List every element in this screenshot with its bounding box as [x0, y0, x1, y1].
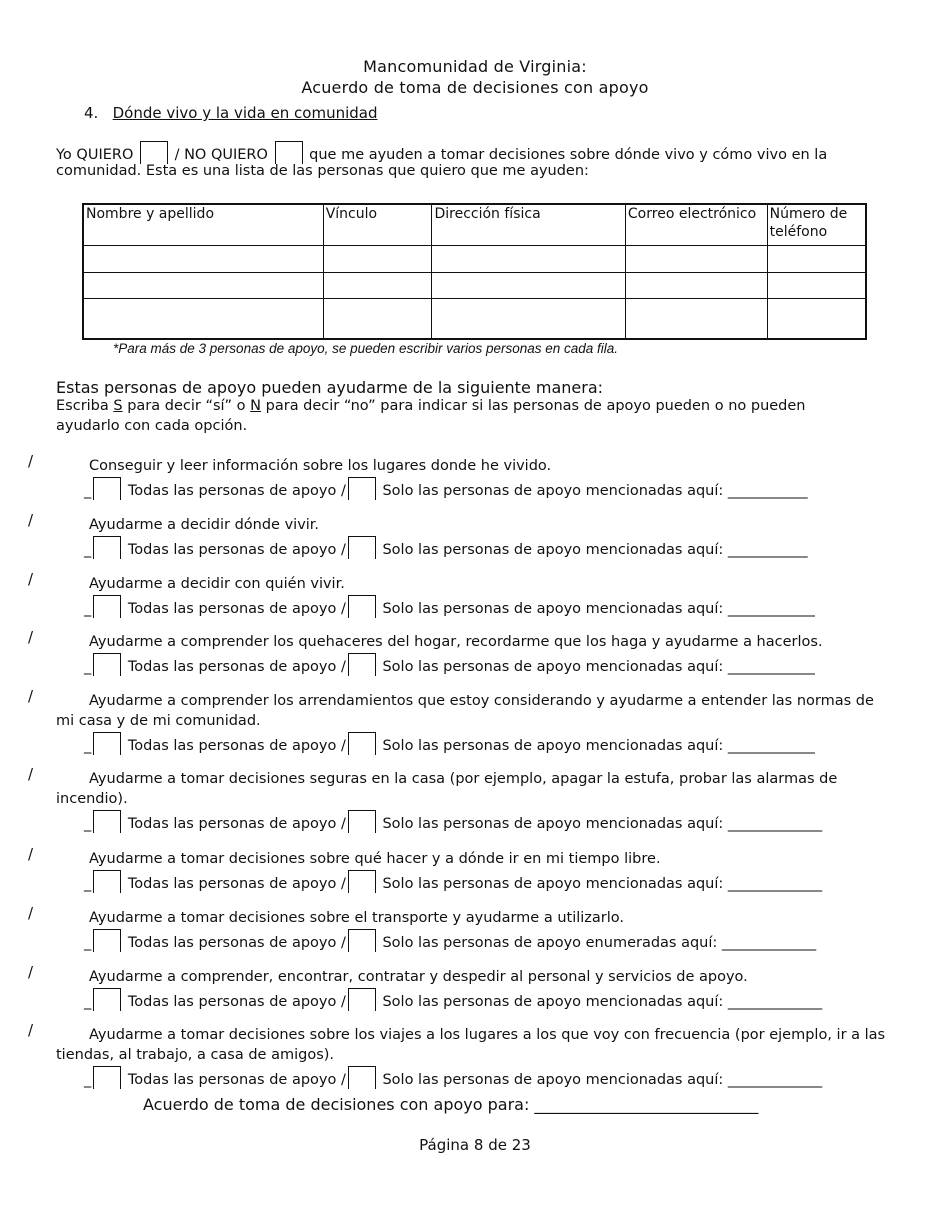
specific-supporters-checkbox[interactable]: [348, 988, 376, 1011]
specific-supporters-label: Solo las personas de apoyo mencionadas aquí: ____________: [382, 738, 815, 754]
table-header-row: [83, 204, 866, 246]
underscore: _: [84, 994, 92, 1010]
table-cell[interactable]: [767, 246, 866, 273]
item-text-continued: las tiendas, al trabajo, a casa de amigos).: [56, 1027, 886, 1063]
agreement-for-line: Acuerdo de toma de decisiones con apoyo para: ____________________________: [143, 1095, 759, 1114]
item-options: [84, 536, 808, 559]
want-label: Yo QUIERO: [56, 147, 134, 163]
item-options: [84, 810, 822, 833]
item-text: Ayudarme a tomar decisiones sobre el transporte y ayudarme a utilizarlo.: [89, 910, 624, 926]
col-header-address: Dirección física: [432, 204, 625, 246]
underscore: _: [84, 1072, 92, 1088]
item-text: Ayudarme a tomar decisiones sobre los viajes a los lugares a los que voy con frecuencia (por ejemplo, ir a: [89, 1027, 861, 1043]
specific-supporters-checkbox[interactable]: [348, 595, 376, 618]
dont-want-checkbox[interactable]: [275, 141, 303, 164]
underscore: _: [84, 935, 92, 951]
item-marker: /: [28, 628, 34, 646]
item-marker: /: [28, 765, 34, 783]
table-cell[interactable]: [323, 272, 432, 299]
no-letter: N: [250, 398, 262, 414]
table-cell[interactable]: [83, 272, 323, 299]
instructions-heading: Estas personas de apoyo pueden ayudarme de la siguiente manera:: [56, 378, 604, 397]
item-marker: /: [28, 1021, 34, 1039]
table-cell[interactable]: [323, 299, 432, 339]
item-options: [84, 929, 816, 952]
underscore: _: [84, 601, 92, 617]
specific-supporters-checkbox[interactable]: [348, 477, 376, 500]
item-text: Ayudarme a decidir dónde vivir.: [89, 517, 320, 533]
underscore: _: [84, 542, 92, 558]
table-cell[interactable]: [432, 299, 625, 339]
item-options: [84, 988, 822, 1011]
item-description: [56, 1025, 896, 1065]
item-options: [84, 595, 815, 618]
item-text: Ayudarme a tomar decisiones seguras en la casa (por ejemplo, apagar la estufa, probar las alarmas de: [89, 771, 838, 787]
all-supporters-label: Todas las personas de apoyo /: [127, 994, 346, 1010]
item-options: [84, 477, 808, 500]
section-title: Dónde vivo y la vida en comunidad: [112, 104, 378, 122]
table-cell[interactable]: [625, 272, 767, 299]
instructions-line-2: ayudarlo con cada opción.: [56, 418, 248, 434]
all-supporters-label: Todas las personas de apoyo /: [127, 935, 346, 951]
item-options: [84, 653, 815, 676]
table-cell[interactable]: [625, 246, 767, 273]
item-text: Ayudarme a tomar decisiones sobre qué hacer y a dónde ir en mi tiempo libre.: [89, 851, 661, 867]
specific-supporters-label: Solo las personas de apoyo enumeradas aquí: _____________: [382, 935, 817, 951]
item-marker: /: [28, 687, 34, 705]
col-header-phone: Número de teléfono: [767, 204, 866, 246]
all-supporters-label: Todas las personas de apoyo /: [127, 542, 346, 558]
page-number: Página 8 de 23: [419, 1136, 531, 1154]
item-marker: /: [28, 904, 34, 922]
underscore: _: [84, 816, 92, 832]
document-title: Mancomunidad de Virginia:: [363, 57, 587, 76]
all-supporters-checkbox[interactable]: [93, 536, 121, 559]
all-supporters-checkbox[interactable]: [93, 870, 121, 893]
yes-letter: S: [113, 398, 123, 414]
specific-supporters-checkbox[interactable]: [348, 536, 376, 559]
table-cell[interactable]: [83, 246, 323, 273]
col-header-email: Correo electrónico: [625, 204, 767, 246]
col-header-relationship: Vínculo: [323, 204, 432, 246]
underscore: _: [84, 738, 92, 754]
item-text: Ayudarme a comprender los quehaceres del hogar, recordarme que los haga y ayudarme a hacerlos.: [89, 634, 823, 650]
item-options: [84, 870, 822, 893]
instructions-text-c: para decir “no” para indicar si las personas de apoyo pueden o no pueden: [265, 398, 806, 414]
item-description: [56, 691, 896, 731]
intro-text: que me ayuden a tomar decisiones sobre dónde vivo y cómo vivo en la: [309, 147, 828, 163]
item-text: Conseguir y leer información sobre los lugares donde he vivido.: [89, 458, 552, 474]
all-supporters-checkbox[interactable]: [93, 1066, 121, 1089]
support-people-table: [82, 203, 867, 340]
all-supporters-checkbox[interactable]: [93, 595, 121, 618]
item-marker: /: [28, 511, 34, 529]
all-supporters-label: Todas las personas de apoyo /: [127, 738, 346, 754]
table-row: [83, 272, 866, 299]
specific-supporters-checkbox[interactable]: [348, 1066, 376, 1089]
specific-supporters-label: Solo las personas de apoyo mencionadas aquí: _____________: [382, 876, 823, 892]
item-description: [56, 967, 896, 987]
table-cell[interactable]: [767, 299, 866, 339]
item-description: [56, 769, 896, 809]
item-description: [56, 574, 896, 594]
underscore: _: [84, 659, 92, 675]
item-options: [84, 1066, 822, 1089]
item-description: [56, 515, 896, 535]
underscore: _: [84, 876, 92, 892]
item-options: [84, 732, 815, 755]
all-supporters-checkbox[interactable]: [93, 477, 121, 500]
specific-supporters-label: Solo las personas de apoyo mencionadas aquí: ___________: [382, 483, 808, 499]
specific-supporters-checkbox[interactable]: [348, 929, 376, 952]
instructions-text-a: Escriba: [56, 398, 109, 414]
specific-supporters-checkbox[interactable]: [348, 870, 376, 893]
table-row: [83, 246, 866, 273]
item-marker: /: [28, 570, 34, 588]
table-row: [83, 299, 866, 339]
item-description: [56, 908, 896, 928]
table-cell[interactable]: [432, 246, 625, 273]
all-supporters-checkbox[interactable]: [93, 810, 121, 833]
item-description: [56, 632, 896, 652]
table-cell[interactable]: [767, 272, 866, 299]
all-supporters-checkbox[interactable]: [93, 929, 121, 952]
item-text: Ayudarme a comprender, encontrar, contratar y despedir al personal y servicios de apoyo.: [89, 969, 748, 985]
want-checkbox[interactable]: [140, 141, 168, 164]
col-header-name: Nombre y apellido: [83, 204, 323, 246]
specific-supporters-label: Solo las personas de apoyo mencionadas aquí: ___________: [382, 542, 808, 558]
all-supporters-label: Todas las personas de apoyo /: [127, 483, 346, 499]
specific-supporters-label: Solo las personas de apoyo mencionadas aquí: ____________: [382, 601, 815, 617]
intro-line-1: [56, 141, 827, 164]
item-description: [56, 456, 896, 476]
instructions-line-1: [56, 398, 806, 414]
section-number: 4.: [84, 104, 99, 122]
item-marker: /: [28, 845, 34, 863]
specific-supporters-label: Solo las personas de apoyo mencionadas aquí: ____________: [382, 659, 815, 675]
instructions-text-b: para decir “sí” o: [127, 398, 246, 414]
item-text-continued: incendio).: [56, 791, 128, 807]
item-marker: /: [28, 963, 34, 981]
all-supporters-label: Todas las personas de apoyo /: [127, 659, 346, 675]
underscore: _: [84, 483, 92, 499]
all-supporters-label: Todas las personas de apoyo /: [127, 816, 346, 832]
item-text: Ayudarme a comprender los arrendamientos que estoy considerando y ayudarme a entender las normas: [89, 693, 852, 709]
item-text: Ayudarme a decidir con quién vivir.: [89, 576, 345, 592]
table-cell[interactable]: [625, 299, 767, 339]
specific-supporters-checkbox[interactable]: [348, 810, 376, 833]
all-supporters-checkbox[interactable]: [93, 732, 121, 755]
all-supporters-label: Todas las personas de apoyo /: [127, 1072, 346, 1088]
item-text-continued: de mi casa y de mi comunidad.: [56, 693, 874, 729]
dont-want-label: / NO QUIERO: [174, 147, 268, 163]
table-cell[interactable]: [83, 299, 323, 339]
all-supporters-checkbox[interactable]: [93, 988, 121, 1011]
table-cell[interactable]: [323, 246, 432, 273]
table-note: *Para más de 3 personas de apoyo, se pueden escribir varios personas en cada fila.: [113, 341, 619, 356]
item-marker: /: [28, 452, 34, 470]
specific-supporters-label: Solo las personas de apoyo mencionadas aquí: _____________: [382, 816, 823, 832]
all-supporters-label: Todas las personas de apoyo /: [127, 876, 346, 892]
table-cell[interactable]: [432, 272, 625, 299]
item-description: [56, 849, 896, 869]
section-heading: [84, 104, 378, 122]
all-supporters-label: Todas las personas de apoyo /: [127, 601, 346, 617]
specific-supporters-checkbox[interactable]: [348, 653, 376, 676]
specific-supporters-label: Solo las personas de apoyo mencionadas aquí: _____________: [382, 994, 823, 1010]
specific-supporters-label: Solo las personas de apoyo mencionadas aquí: _____________: [382, 1072, 823, 1088]
specific-supporters-checkbox[interactable]: [348, 732, 376, 755]
all-supporters-checkbox[interactable]: [93, 653, 121, 676]
intro-line-2: comunidad. Esta es una lista de las personas que quiero que me ayuden:: [56, 163, 589, 179]
document-subtitle: Acuerdo de toma de decisiones con apoyo: [301, 78, 649, 97]
